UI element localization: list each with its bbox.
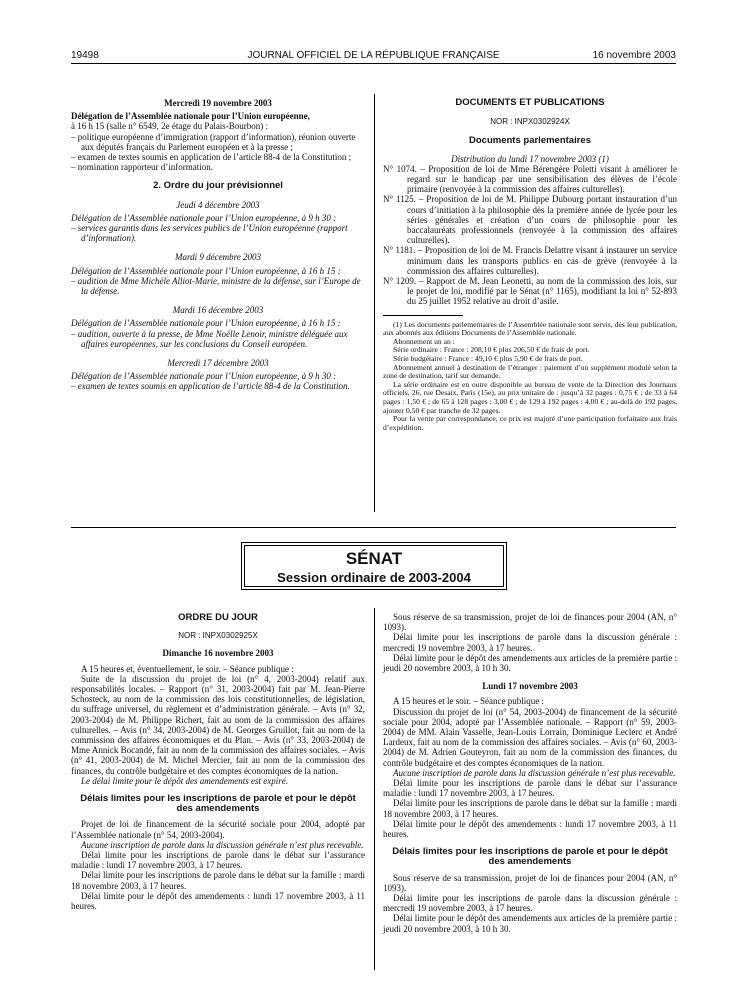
nor-reference: NOR : INPX0302924X xyxy=(490,117,570,127)
session-item: – audition, ouverte à la presse, de Mme Noëlle Lenoir, ministre déléguée aux affaires européennes, sur les conclusions du Conseil européen. xyxy=(71,328,348,349)
bottom-left-column xyxy=(71,613,365,911)
deadline-text: Délai limite pour les inscriptions de parole dans le débat sur l’assurance maladie : lundi 17 novembre 2003, à 17 heures. xyxy=(71,850,365,871)
deadline-text: Délai limite pour le dépôt des amendements : lundi 17 novembre 2003, à 11 heures. xyxy=(383,818,677,840)
agenda-item: – examen de textes soumis en application de l’article 88-4 de la Constitution ; xyxy=(71,152,352,163)
document-entry: N° 1125. – Proposition de loi de M. Philippe Dubourg portant instauration d’un cours d’initiation à la philosophie dès la première année de lycée pour les séries générales et création d’un cours de philosophie pour les baccalauréats professionnels (renvoyée à la commission des affaires culturelles). xyxy=(383,194,677,246)
document-entry: N° 1181. – Proposition de loi de M. Francis Delattre visant à instaurer un service minimum dans les transports publics en cas de grève (renvoyée à la commission des affaires culturelles). xyxy=(383,245,677,276)
senat-title: SÉNAT xyxy=(345,549,403,568)
paragraph: Délai limite pour le dépôt des amendements aux articles de la première partie : jeudi 20 novembre 2003, à 10 h 30. xyxy=(383,652,677,674)
agenda-item: – nomination rapporteur d’information. xyxy=(71,162,213,173)
footnote-line: Série budgétaire : France : 49,10 € plus 5,90 € de frais de port. xyxy=(393,354,583,364)
header-rule xyxy=(71,63,676,64)
section-title: ORDRE DU JOUR xyxy=(178,612,258,623)
deadline-title: Délais limites pour les inscriptions de parole et pour le dépôt des amendements xyxy=(392,846,668,868)
section-title: 2. Ordre du jour prévisionnel xyxy=(153,180,283,192)
session-body: Délégation de l’Assemblée nationale pour l’Union européenne, à 9 h 30 : xyxy=(71,212,337,223)
footnote-line: Abonnement un an : xyxy=(393,336,455,346)
paragraph: Délai limite pour le dépôt des amendements aux articles de la première partie : jeudi 20 novembre 2003, à 10 h 30. xyxy=(383,913,677,934)
footnote xyxy=(383,321,677,433)
top-right-column xyxy=(383,98,677,432)
senat-banner xyxy=(244,545,504,587)
footnote-rule xyxy=(383,315,463,316)
deadline-title: Délais limites pour les inscriptions de parole et pour le dépôt des amendements xyxy=(80,793,356,815)
column-divider xyxy=(374,608,375,970)
session-item: – examen de textes soumis en application de l’article 88-4 de la Constitution. xyxy=(71,381,350,392)
footnote-line: (1) Les documents parlementaires de l’Assemblée nationale sont servis, dès leur publication, aux abonnés aux éditions Documents de l’Assemblée nationale. xyxy=(383,319,677,338)
paragraph: Sous réserve de sa transmission, projet de loi de finances pour 2004 (AN, n° 1093). xyxy=(383,872,677,893)
delegation-title: Délégation de l’Assemblée nationale pour l’Union européenne, xyxy=(71,111,310,122)
paragraph: Délai limite pour les inscriptions de parole dans la discussion générale : mercredi 19 novembre 2003, à 17 heures. xyxy=(383,893,677,914)
date-heading: Dimanche 16 novembre 2003 xyxy=(162,648,274,659)
deadline-text: Délai limite pour les inscriptions de parole dans le débat sur la famille : mardi 18 novembre 2003, à 17 heures. xyxy=(71,870,365,891)
no-inscription-note: Aucune inscription de parole dans la discussion générale n’est plus recevable. xyxy=(81,839,364,850)
top-left-column xyxy=(71,98,365,392)
section-rule xyxy=(71,527,676,528)
project-text: Projet de loi de financement de la sécurité sociale pour 2004, adopté par l’Assemblée nationale (n° 54, 2003-2004). xyxy=(71,819,365,840)
footnote-line: Pour la vente par correspondance, ce prix est majoré d’une participation forfaitaire aux frais d’expédition. xyxy=(383,414,677,432)
session-body: Discussion du projet de loi (n° 54, 2003-2004) de financement de la sécurité sociale pour 2004, adopté par l’Assemblée nationale. – Rapport (n° 59, 2003-2004) de MM. Alain Vasselle, Jean-Louis Lorrain, Dominique Leclerc et André Lardeux, fait au nom de la commission des affaires sociales. – Avis (n° 60, 2003-2004) de M. Adrien Gouteyron, fait au nom de la commission des finances, du contrôle budgétaire et des comptes économiques de la nation. xyxy=(383,706,677,768)
issue-date: 16 novembre 2003 xyxy=(592,50,676,61)
deadline-text: Délai limite pour les inscriptions de parole dans le débat sur l’assurance maladie : lundi 17 novembre 2003, à 17 heures. xyxy=(383,778,677,799)
page-header xyxy=(71,50,676,64)
nor-reference: NOR : INPX0302925X xyxy=(178,631,258,641)
session-date: Mercredi 17 décembre 2003 xyxy=(167,358,269,369)
delegation-time: à 16 h 15 (salle n° 6549, 2e étage du Palais-Bourbon) : xyxy=(71,121,269,132)
journal-title: JOURNAL OFFICIEL DE LA RÉPUBLIQUE FRANÇAISE xyxy=(247,50,500,61)
session-body: Délégation de l’Assemblée nationale pour l’Union européenne, à 9 h 30 : xyxy=(71,371,337,382)
distribution-date: Distribution du lundi 17 novembre 2003 (1) xyxy=(451,153,609,164)
no-inscription-note: Aucune inscription de parole dans la discussion générale n’est plus recevable. xyxy=(393,767,676,778)
footnote-line: La série ordinaire est en outre disponible au bureau de vente de la Direction des Journaux officiels, 26, rue Desaix, Paris (15e), au prix unitaire de : jusqu’à 32 pages : 0,75 € ; de 33 à 64 pages : 1,50 € ; de 65 à 128 pages : 3,00 € ; de 129 à 192 pages : 4,00 € ; au-delà de 192 pages, ajouter 0,50 € par tranche de 32 pages. xyxy=(383,379,677,415)
footnote-line: Abonnement annuel à destination de l’étranger : paiement d’un supplément modulé selon la zone de destination, tarif sur demande. xyxy=(383,362,677,381)
senat-subtitle: Session ordinaire de 2003-2004 xyxy=(277,570,471,585)
bottom-right-column xyxy=(383,612,677,934)
date-heading: Lundi 17 novembre 2003 xyxy=(482,681,578,692)
session-item: – audition de Mme Michèle Alliot-Marie, ministre de la défense, sur l’Europe de la défense. xyxy=(71,275,361,297)
session-date: Mardi 9 décembre 2003 xyxy=(174,252,262,263)
session-body: Délégation de l’Assemblée nationale pour l’Union européenne, à 16 h 15 : xyxy=(71,318,341,329)
amendments-expired: Le délai limite pour le dépôt des amendements est expiré. xyxy=(81,775,288,786)
session-body: Délégation de l’Assemblée nationale pour l’Union européenne, à 16 h 15 : xyxy=(71,265,341,276)
session-body: Suite de la discussion du projet de loi (n° 4, 2003-2004) relatif aux responsabilités locales. – Rapport (n° 31, 2003-2004) fait par M. Jean-Pierre Schosteck, au nom de la commission des lois constitutionnelles, de législation, du suffrage universel, du règlement et d’administration générale. – Avis (n° 32, 2003-2004) de M. Philippe Richert, fait au nom de la commission des affaires culturelles. – Avis (n° 34, 2003-2004) de M. Georges Gruillot, fait au nom de la commission des affaires économiques et du Plan. – Avis (n° 33, 2003-2004) de Mme Annick Bocandé, fait au nom de la commission des affaires sociales. – Avis (n° 41, 2003-2004) de M. Michel Mercier, fait au nom de la commission des finances, du contrôle budgétaire et des comptes économiques de la nation. xyxy=(71,673,365,776)
deadline-text: Délai limite pour les inscriptions de parole dans le débat sur la famille : mardi 18 novembre 2003, à 17 heures. xyxy=(383,798,677,819)
column-divider xyxy=(374,94,375,512)
session-intro: A 15 heures et, éventuellement, le soir. – Séance publique : xyxy=(81,663,294,674)
paragraph: Délai limite pour les inscriptions de parole dans la discussion générale : mercredi 19 novembre 2003, à 17 heures. xyxy=(383,632,677,653)
page-number: 19498 xyxy=(71,50,99,61)
paragraph: Sous réserve de sa transmission, projet de loi de finances pour 2004 (AN, n° 1093). xyxy=(383,612,677,633)
session-date: Jeudi 4 décembre 2003 xyxy=(176,199,260,210)
session-date: Mardi 16 décembre 2003 xyxy=(172,305,264,316)
date-heading: Mercredi 19 novembre 2003 xyxy=(164,98,272,108)
agenda-item: – politique européenne d’immigration (rapport d’information), réunion ouverte aux députés français du Parlement européen et à la presse ; xyxy=(71,131,356,152)
session-intro: A 15 heures et le soir. – Séance publique : xyxy=(393,696,544,707)
documents-subtitle: Documents parlementaires xyxy=(469,135,591,147)
footnote-line: Série ordinaire : France : 208,10 € plus 206,50 € de frais de port. xyxy=(393,345,590,355)
deadline-text: Délai limite pour le dépôt des amendements : lundi 17 novembre 2003, à 11 heures. xyxy=(71,890,365,912)
section-title: DOCUMENTS ET PUBLICATIONS xyxy=(455,97,605,108)
document-entry: N° 1074. – Proposition de loi de Mme Bérengère Poletti visant à améliorer le regard sur le handicap par une sensibilisation des élèves de l’école primaire (renvoyée à la commission des affaires culturelles). xyxy=(383,163,677,195)
session-item: – services garantis dans les services publics de l’Union européenne (rapport d’information). xyxy=(71,223,348,244)
document-entry: N° 1209. – Rapport de M. Jean Leonetti, au nom de la commission des lois, sur le projet de loi, modifié par le Sénat (n° 1165), modifiant la loi n° 52-893 du 25 juillet 1952 relative au droit d’asile. xyxy=(383,276,677,307)
